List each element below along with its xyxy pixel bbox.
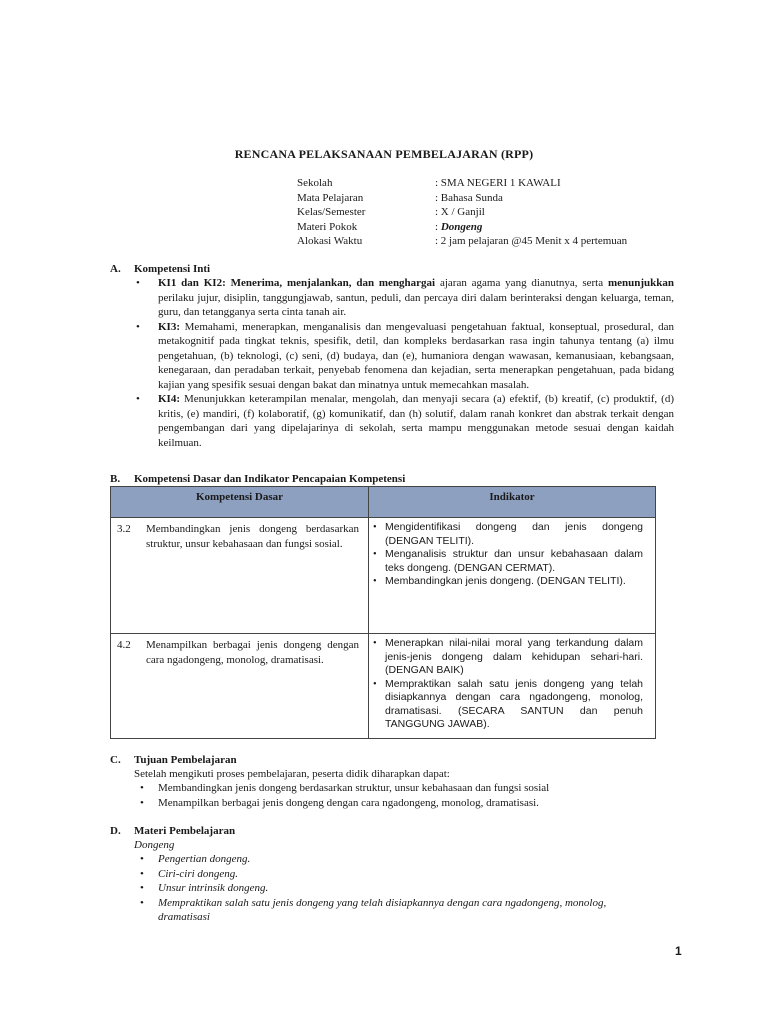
ki-lead: KI1 dan KI2: Menerima, menjalankan, dan menghargai	[158, 277, 436, 289]
identity-row-alokasi	[297, 234, 627, 249]
identity-row-materi	[297, 220, 627, 235]
identity-value: : Bahasa Sunda	[435, 191, 503, 204]
tujuan-text: Menampilkan berbagai jenis dongeng dengan cara ngadongeng, monolog, dramatisasi.	[158, 796, 539, 809]
identity-value: : X / Ganjil	[435, 206, 485, 218]
col-header-indikator: Indikator	[369, 487, 656, 518]
bullet-icon: •	[140, 853, 144, 865]
bullet-icon: •	[373, 678, 377, 690]
identity-value	[435, 220, 482, 235]
section-letter: B.	[110, 473, 121, 485]
ki-text: ajaran agama yang dianutnya, serta	[435, 277, 608, 289]
indikator-text: Menganalisis struktur dan unsur kebahasaan dalam teks dongeng. (DENGAN CERMAT).	[385, 548, 643, 574]
indikator-cell	[369, 518, 656, 634]
col-header-kd: Kompetensi Dasar	[111, 487, 369, 518]
bullet-icon: •	[373, 549, 377, 560]
identity-value-prefix: :	[435, 220, 441, 233]
list-item	[140, 896, 640, 925]
ki-text: Memahami, menerapkan, menganalisis dan mengevaluasi pengetahuan faktual, konseptual, prosedural, dan metakognitif pada tingkat teknis, spesifik, detil, dan kompleks berdasarkan rasa ingin tahunya tentang (a) ilmu pengetahuan, (b) teknologi, (c) seni, (d) budaya, dan (e), humaniora dengan wawasan, kemanusiaan, kebangsaan, kenegaraan, dan peradaban terkait, penyebab fenomena dan kejadian, serta menerapkan pengetahuan, pada bidang kajian yang spesifik sesuai dengan bakat dan minatnya untuk memecahkan masalah.	[158, 320, 674, 391]
table-row	[111, 634, 656, 739]
table-header-row	[111, 487, 656, 518]
materi-text: Mempraktikan salah satu jenis dongeng yang telah disiapkannya dengan cara ngadongeng, monolog, dramatisasi	[158, 896, 607, 923]
tujuan-intro: Setelah mengikuti proses pembelajaran, peserta didik diharapkan dapat:	[134, 768, 450, 780]
list-item	[140, 781, 549, 796]
identity-block	[297, 176, 627, 249]
bullet-icon: •	[140, 796, 144, 809]
section-title: Kompetensi Inti	[134, 263, 211, 275]
list-item	[140, 881, 640, 896]
indikator-item	[373, 521, 643, 548]
indikator-text: Menerapkan nilai-nilai moral yang terkandung dalam jenis-jenis dongeng dalam kehidupan sehari-hari. (DENGAN BAIK)	[385, 637, 643, 676]
section-letter: C.	[110, 754, 121, 766]
identity-value: : SMA NEGERI 1 KAWALI	[435, 177, 561, 189]
identity-row-kelas	[297, 205, 627, 220]
indikator-item	[373, 637, 643, 678]
indikator-text: Mempraktikan salah satu jenis dongeng yang telah disiapkannya dengan cara ngadongeng, monolog, dramatisasi. (SECARA SANTUN dan penuh TANGGUNG JAWAB).	[385, 677, 643, 730]
ki-text: perilaku jujur, disiplin, tanggungjawab, santun, peduli, dan percaya diri dalam berinteraksi dengan keluarga, teman, guru, dan tetangganya serta cinta tanah air.	[158, 291, 674, 318]
section-letter: A.	[110, 263, 121, 275]
identity-key: Sekolah	[297, 177, 333, 189]
identity-key: Materi Pokok	[297, 220, 358, 233]
section-b-heading	[110, 472, 405, 487]
page-number: 1	[675, 944, 682, 958]
identity-row-mapel	[297, 191, 627, 206]
section-title: Kompetensi Dasar dan Indikator Pencapaian Kompetensi	[134, 473, 406, 485]
tujuan-list	[140, 781, 549, 810]
list-item	[140, 796, 549, 811]
bullet-icon: •	[136, 277, 140, 289]
materi-subtitle: Dongeng	[134, 839, 175, 851]
ki-lead: KI3:	[158, 320, 180, 333]
identity-key: Kelas/Semester	[297, 206, 366, 218]
bullet-icon: •	[140, 782, 144, 794]
identity-value-dongeng: Dongeng	[440, 220, 483, 233]
table-row	[111, 518, 656, 634]
bullet-icon: •	[140, 882, 144, 894]
identity-key: Alokasi Waktu	[297, 235, 363, 247]
identity-value: : 2 jam pelajaran @45 Menit x 4 pertemuan	[435, 235, 628, 247]
kd-number: 4.2	[117, 639, 131, 651]
bullet-icon: •	[136, 320, 140, 333]
tujuan-text: Membandingkan jenis dongeng berdasarkan struktur, unsur kebahasaan dan fungsi sosial	[158, 782, 550, 794]
section-a-heading	[110, 262, 210, 277]
ki-item-1	[136, 276, 674, 320]
kd-cell	[111, 518, 369, 634]
section-title: Tujuan Pembelajaran	[134, 754, 237, 766]
indikator-item	[373, 548, 643, 575]
kd-cell	[111, 634, 369, 739]
list-item	[140, 852, 640, 867]
identity-row-sekolah	[297, 176, 627, 191]
section-c-heading	[110, 753, 237, 768]
kd-text: Membandingkan jenis dongeng berdasarkan struktur, unsur kebahasaan dan fungsi sosial.	[146, 523, 359, 550]
bullet-icon: •	[140, 867, 144, 880]
section-title: Materi Pembelajaran	[134, 825, 236, 837]
indikator-text: Mengidentifikasi dongeng dan jenis dongeng (DENGAN TELITI).	[385, 521, 643, 547]
indikator-cell	[369, 634, 656, 739]
materi-list	[140, 852, 640, 925]
section-d-heading	[110, 824, 235, 839]
indikator-text: Membandingkan jenis dongeng. (DENGAN TELITI).	[385, 575, 626, 587]
indikator-item	[373, 678, 643, 732]
bullet-icon: •	[373, 522, 377, 533]
kd-number: 3.2	[117, 523, 131, 535]
ki-list	[136, 276, 674, 450]
materi-text: Ciri-ciri dongeng.	[158, 867, 239, 880]
section-letter: D.	[110, 825, 121, 837]
kd-table	[110, 486, 656, 739]
materi-text: Unsur intrinsik dongeng.	[158, 882, 269, 894]
list-item	[140, 867, 640, 882]
ki-bold: menunjukkan	[607, 277, 674, 289]
bullet-icon: •	[373, 576, 377, 587]
identity-key: Mata Pelajaran	[297, 191, 364, 204]
bullet-icon: •	[373, 638, 377, 649]
kd-text: Menampilkan berbagai jenis dongeng dengan cara ngadongeng, monolog, dramatisasi.	[146, 639, 359, 666]
document-title: RENCANA PELAKSANAAN PEMBELAJARAN (RPP)	[234, 147, 534, 161]
bullet-icon: •	[136, 393, 140, 405]
ki-text: Menunjukkan keterampilan menalar, mengolah, dan menyaji secara (a) efektif, (b) kreatif, (c) produktif, (d) kritis, (e) mandiri, (f) kolaboratif, (g) komunikatif, dan (h) solutif, dalam ranah konkret dan abstrak terkait dengan pengembangan dari yang dipelajarinya di sekolah, serta mampu menggunakan metode sesuai dengan kaidah keilmuan.	[158, 393, 674, 449]
indikator-item	[373, 575, 643, 589]
materi-text: Pengertian dongeng.	[158, 853, 251, 865]
ki-item-4	[136, 392, 674, 450]
ki-lead: KI4:	[158, 393, 180, 405]
bullet-icon: •	[140, 896, 144, 909]
ki-item-3	[136, 320, 674, 393]
